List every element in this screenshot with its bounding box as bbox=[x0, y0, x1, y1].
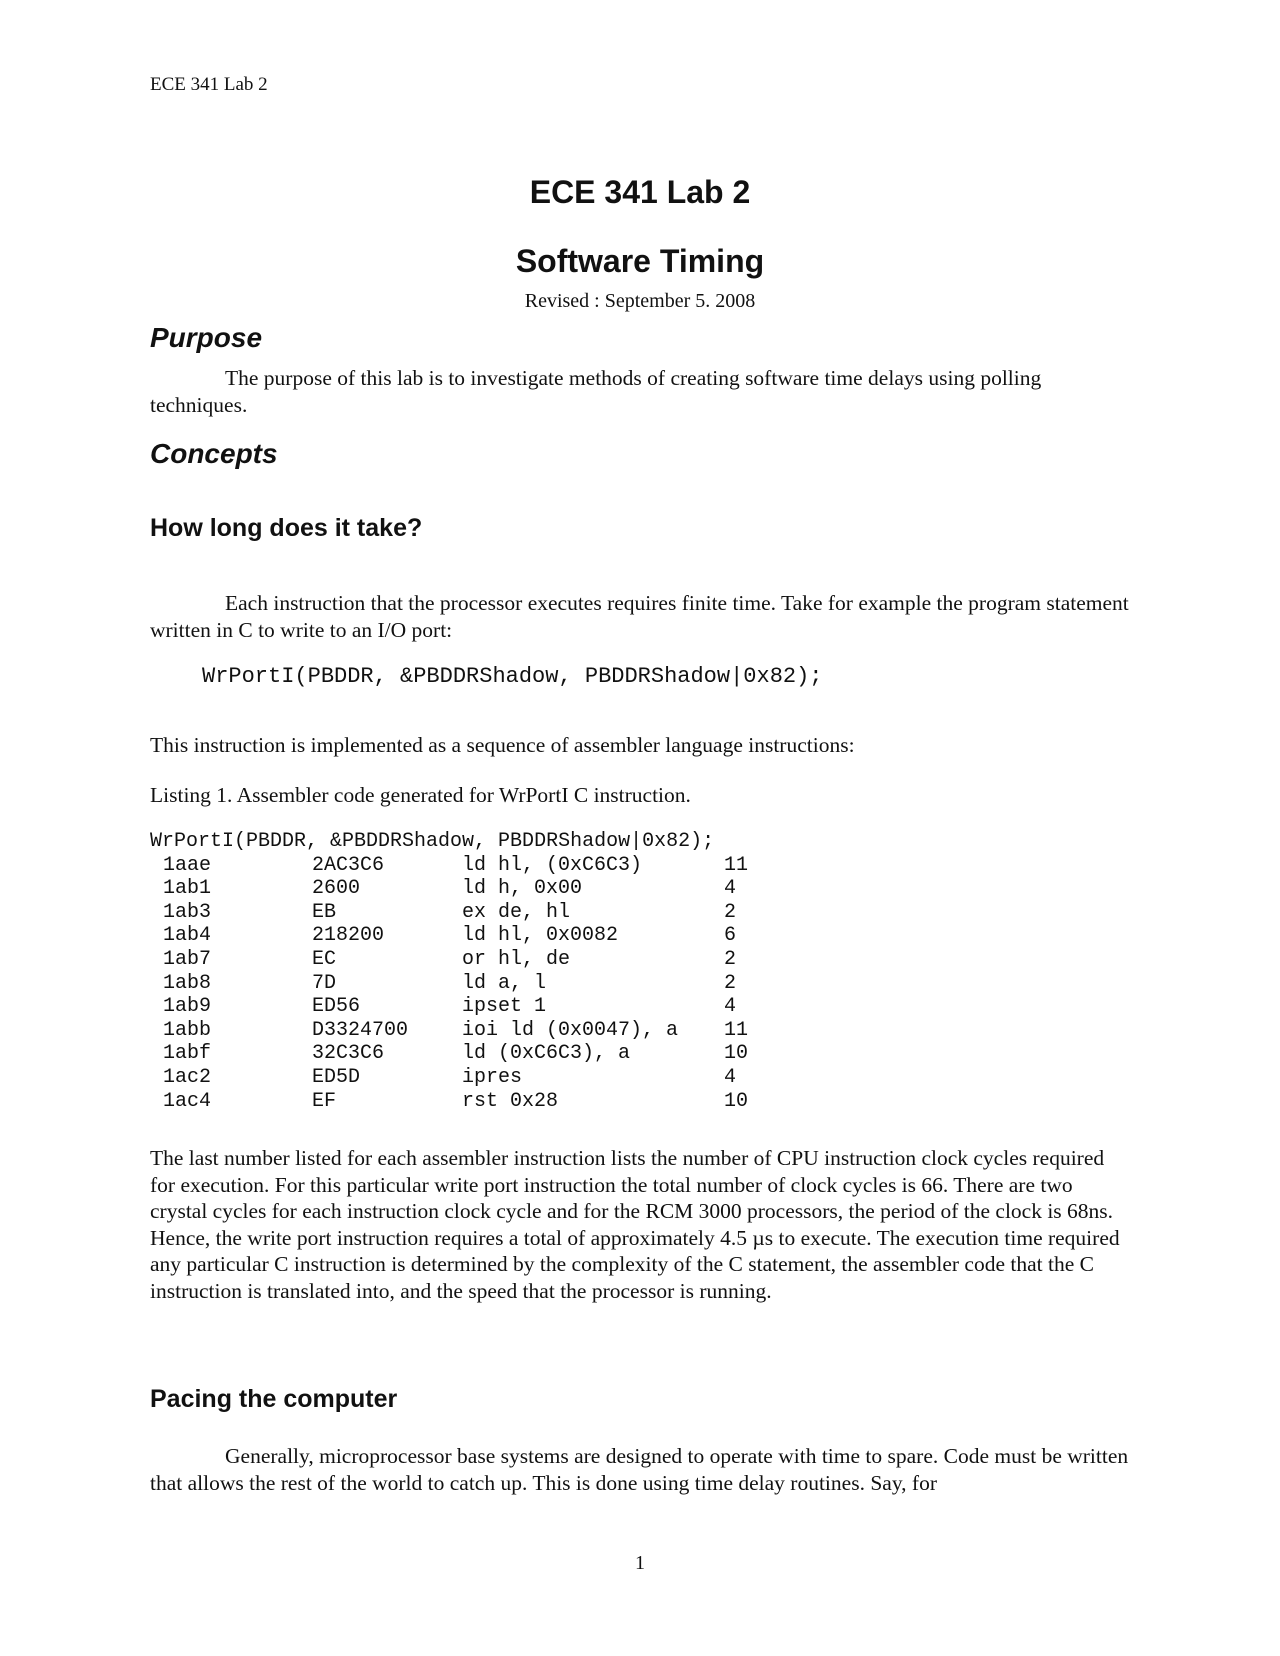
listing-cycles: 11 bbox=[724, 1018, 749, 1042]
listing-cycles: 2 bbox=[724, 900, 737, 924]
listing-row bbox=[150, 1019, 784, 1043]
listing-address: 1ab7 bbox=[163, 947, 212, 971]
how-long-paragraph-2: This instruction is implemented as a sequence of assembler language instructions: bbox=[150, 733, 855, 757]
listing-row bbox=[150, 948, 784, 972]
listing-opcode: 32C3C6 bbox=[312, 1042, 385, 1066]
listing-opcode: D3324700 bbox=[312, 1018, 409, 1042]
document-subtitle: Software Timing bbox=[515, 243, 765, 279]
listing-row bbox=[150, 854, 784, 878]
page-number: 1 bbox=[635, 1552, 645, 1574]
listing-instruction: rst 0x28 bbox=[462, 1089, 559, 1113]
listing-row bbox=[150, 1042, 784, 1066]
listing-instruction: ipres bbox=[462, 1065, 523, 1089]
listing-caption: Listing 1. Assembler code generated for WrPortI C instruction. bbox=[150, 783, 691, 807]
listing-cycles: 4 bbox=[724, 995, 737, 1019]
listing-address: 1ab3 bbox=[163, 900, 212, 924]
assembler-listing bbox=[150, 830, 784, 1113]
listing-rows bbox=[150, 854, 784, 1114]
listing-cycles: 4 bbox=[724, 1065, 737, 1089]
heading-pacing: Pacing the computer bbox=[150, 1385, 398, 1413]
listing-opcode: ED56 bbox=[312, 995, 361, 1019]
document-title: ECE 341 Lab 2 bbox=[529, 174, 751, 210]
listing-instruction: ld h, 0x00 bbox=[462, 877, 583, 901]
listing-address: 1ac4 bbox=[163, 1089, 212, 1113]
listing-instruction: ld a, l bbox=[462, 971, 547, 995]
listing-instruction: ioi ld (0x0047), a bbox=[462, 1018, 679, 1042]
listing-opcode: 2AC3C6 bbox=[312, 853, 385, 877]
listing-opcode: EC bbox=[312, 947, 337, 971]
listing-address: 1abb bbox=[163, 1018, 212, 1042]
listing-row bbox=[150, 1090, 784, 1114]
listing-instruction: ld hl, (0xC6C3) bbox=[462, 853, 643, 877]
heading-how-long: How long does it take? bbox=[150, 514, 423, 542]
heading-concepts: Concepts bbox=[150, 438, 278, 469]
listing-cycles: 6 bbox=[724, 924, 737, 948]
heading-purpose: Purpose bbox=[150, 322, 263, 353]
listing-opcode: 7D bbox=[312, 971, 337, 995]
pacing-paragraph-1: Generally, microprocessor base systems are designed to operate with time to spare. Code must be written that allows the rest of the world to catch up. This is done using time delay routines. Say, for bbox=[150, 1444, 1129, 1495]
listing-row bbox=[150, 924, 784, 948]
how-long-paragraph-3: The last number listed for each assembler instruction lists the number of CPU instruction clock cycles required for execution. For this particular write port instruction the total number of clock cycles is 66. There are two crystal cycles for each instruction clock cycle and for the RCM 3000 processors, the period of the clock is 68ns. Hence, the write port instruction requires a total of approximately 4.5 µs to execute. The execution time required any particular C instruction is determined by the complexity of the C statement, the assembler code that the C instruction is translated into, and the speed that the processor is running. bbox=[150, 1146, 1120, 1303]
listing-address: 1ab8 bbox=[163, 971, 212, 995]
listing-address: 1ac2 bbox=[163, 1065, 212, 1089]
listing-address: 1ab1 bbox=[163, 877, 212, 901]
listing-address: 1aae bbox=[163, 853, 212, 877]
running-header: ECE 341 Lab 2 bbox=[150, 74, 268, 95]
listing-opcode: ED5D bbox=[312, 1065, 361, 1089]
listing-address: 1ab9 bbox=[163, 995, 212, 1019]
listing-cycles: 11 bbox=[724, 853, 749, 877]
listing-instruction: or hl, de bbox=[462, 947, 571, 971]
how-long-paragraph-1: Each instruction that the processor executes requires finite time. Take for example the program statement written in C to write to an I/O port: bbox=[150, 591, 1129, 642]
listing-opcode: EB bbox=[312, 900, 337, 924]
listing-cycles: 2 bbox=[724, 947, 737, 971]
listing-opcode: 2600 bbox=[312, 877, 361, 901]
listing-cycles: 10 bbox=[724, 1042, 749, 1066]
listing-instruction: ex de, hl bbox=[462, 900, 571, 924]
listing-opcode: EF bbox=[312, 1089, 337, 1113]
listing-cycles: 2 bbox=[724, 971, 737, 995]
listing-address: 1abf bbox=[163, 1042, 212, 1066]
c-code-example: WrPortI(PBDDR, &PBDDRShadow, PBDDRShadow|0x82); bbox=[202, 664, 823, 689]
purpose-paragraph: The purpose of this lab is to investigate methods of creating software time delays using polling techniques. bbox=[150, 366, 1042, 417]
listing-row bbox=[150, 901, 784, 925]
listing-opcode: 218200 bbox=[312, 924, 385, 948]
listing-address: 1ab4 bbox=[163, 924, 212, 948]
listing-cycles: 10 bbox=[724, 1089, 749, 1113]
listing-instruction: ld (0xC6C3), a bbox=[462, 1042, 631, 1066]
listing-row bbox=[150, 877, 784, 901]
listing-header: WrPortI(PBDDR, &PBDDRShadow, PBDDRShadow|0x82); bbox=[150, 830, 715, 853]
revision-date: Revised : September 5. 2008 bbox=[524, 290, 756, 312]
listing-row bbox=[150, 1066, 784, 1090]
listing-instruction: ld hl, 0x0082 bbox=[462, 924, 619, 948]
listing-row bbox=[150, 972, 784, 996]
listing-instruction: ipset 1 bbox=[462, 995, 547, 1019]
listing-row bbox=[150, 995, 784, 1019]
listing-cycles: 4 bbox=[724, 877, 737, 901]
